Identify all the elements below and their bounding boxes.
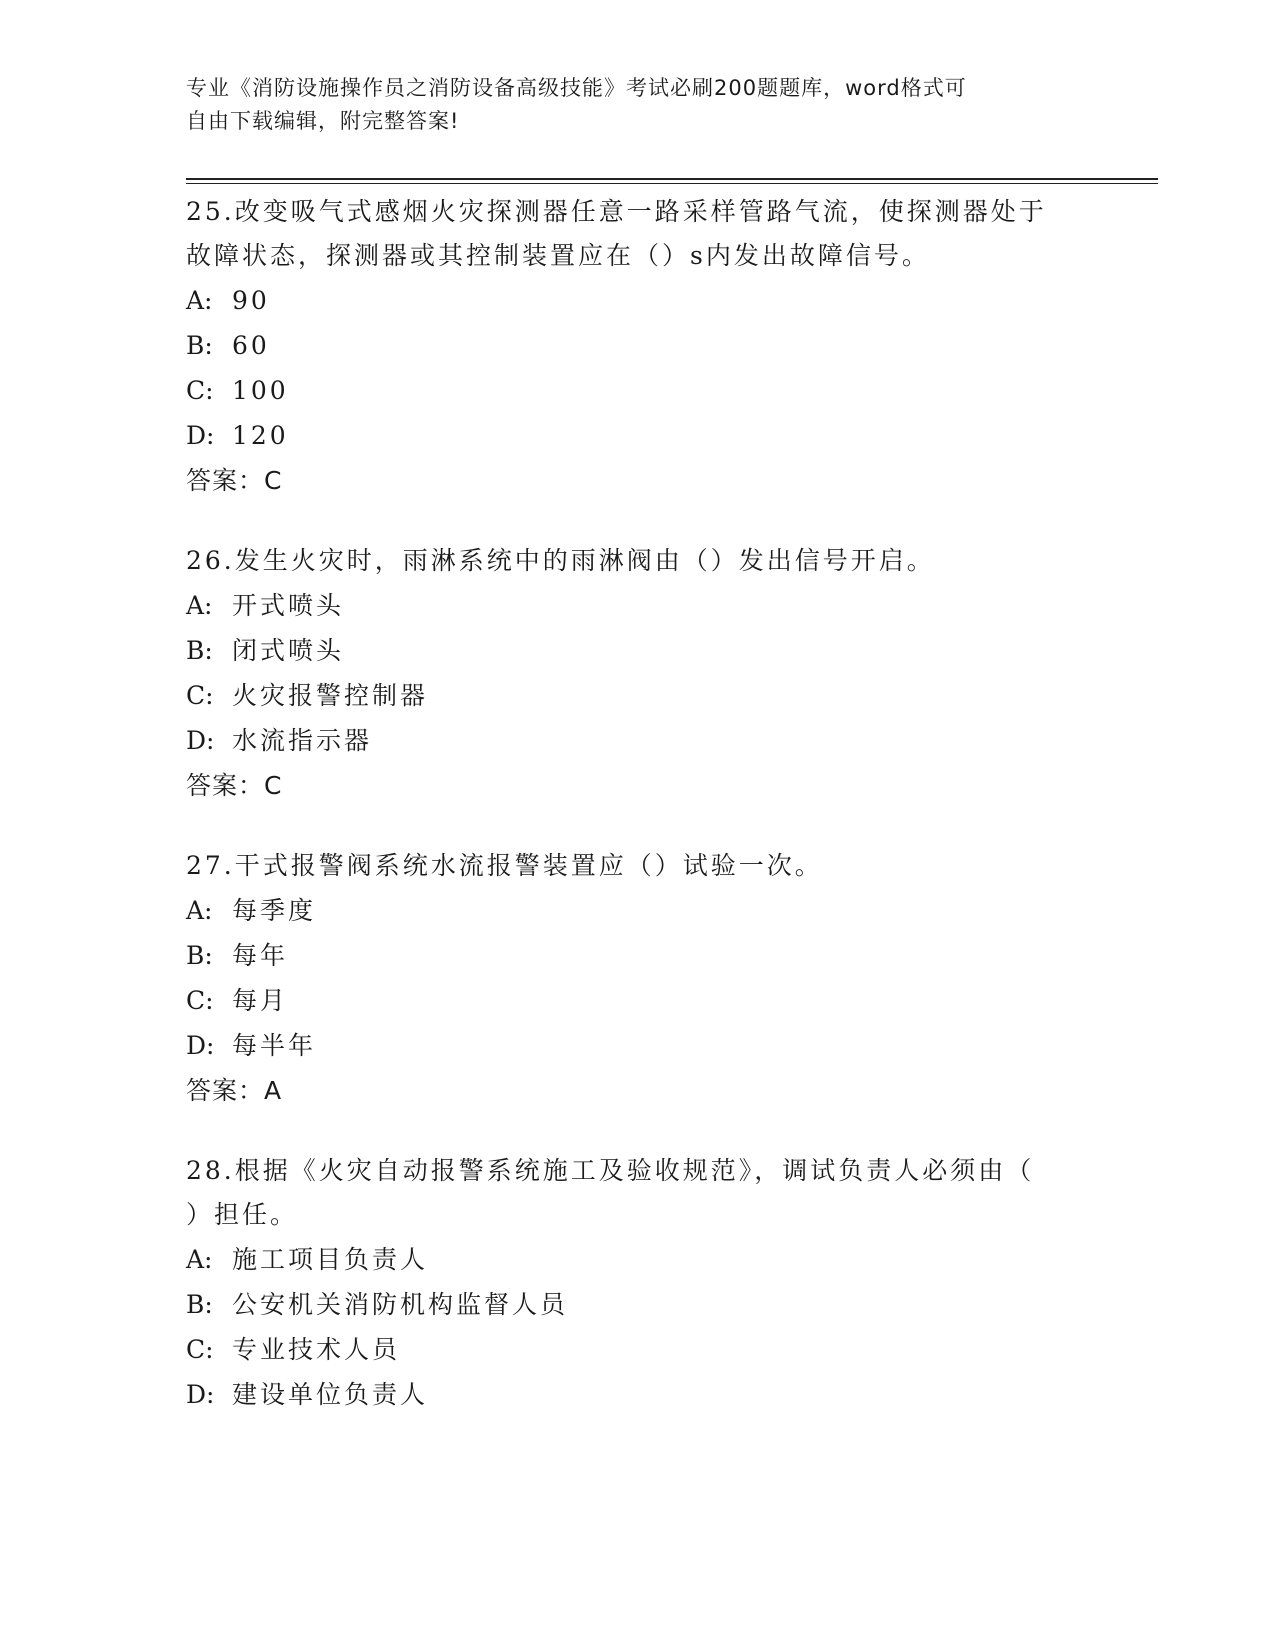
answer-line: 答案：C [186, 771, 283, 800]
option-c [186, 1327, 1086, 1372]
question-stem [186, 844, 1086, 888]
option-d [186, 1023, 1086, 1068]
question-stem [186, 190, 1086, 278]
option-d [186, 413, 1086, 458]
stem-line: 26.发生火灾时，雨淋系统中的雨淋阀由（）发出信号开启。 [186, 546, 935, 575]
question-27 [186, 844, 1086, 1113]
option-b [186, 628, 1086, 673]
option-key: C: [186, 376, 214, 405]
question-26 [186, 539, 1086, 808]
stem-line: ）担任。 [186, 1200, 299, 1229]
option-key: D: [186, 421, 215, 450]
option-key: B: [186, 636, 213, 665]
question-stem [186, 1149, 1086, 1237]
option-key: C: [186, 1335, 214, 1364]
option-text: 闭式喷头 [232, 636, 345, 665]
option-text: 施工项目负责人 [232, 1245, 429, 1274]
option-b [186, 1282, 1086, 1327]
option-c [186, 673, 1086, 718]
option-text: 每月 [232, 986, 289, 1015]
header-line-1: 专业《消防设施操作员之消防设备高级技能》考试必刷200题题库，word格式可 [186, 76, 967, 100]
option-d [186, 1372, 1086, 1417]
option-text: 60 [232, 331, 270, 360]
question-25 [186, 190, 1086, 503]
option-text: 每季度 [232, 896, 317, 925]
answer-line: 答案：C [186, 466, 283, 495]
stem-line: 25.改变吸气式感烟火灾探测器任意一路采样管路气流，使探测器处于 [186, 197, 1047, 226]
option-text: 火灾报警控制器 [232, 681, 429, 710]
stem-line: 28.根据《火灾自动报警系统施工及验收规范》，调试负责人必须由（ [186, 1156, 1035, 1185]
option-a [186, 583, 1086, 628]
answer-line: 答案：A [186, 1076, 283, 1105]
option-text: 90 [232, 286, 270, 315]
document-header [186, 72, 1086, 138]
option-key: B: [186, 941, 213, 970]
option-text: 100 [232, 376, 289, 405]
question-28 [186, 1149, 1086, 1417]
option-key: A: [186, 591, 213, 620]
option-key: D: [186, 726, 215, 755]
option-text: 每年 [232, 941, 289, 970]
option-text: 水流指示器 [232, 726, 373, 755]
option-text: 开式喷头 [232, 591, 345, 620]
question-stem [186, 539, 1086, 583]
option-c [186, 978, 1086, 1023]
option-text: 建设单位负责人 [232, 1380, 429, 1409]
option-text: 公安机关消防机构监督人员 [232, 1290, 569, 1319]
option-key: A: [186, 896, 213, 925]
option-text: 120 [232, 421, 289, 450]
option-key: D: [186, 1380, 215, 1409]
header-divider [186, 178, 1158, 184]
option-key: C: [186, 986, 214, 1015]
option-a [186, 1237, 1086, 1282]
option-key: C: [186, 681, 214, 710]
option-c [186, 368, 1086, 413]
stem-line: 故障状态，探测器或其控制装置应在（）s内发出故障信号。 [186, 241, 930, 270]
option-a [186, 278, 1086, 323]
option-key: D: [186, 1031, 215, 1060]
header-line-2: 自由下载编辑，附完整答案! [186, 109, 460, 133]
option-d [186, 718, 1086, 763]
stem-line: 27.干式报警阀系统水流报警装置应（）试验一次。 [186, 851, 823, 880]
option-b [186, 323, 1086, 368]
option-key: A: [186, 1245, 213, 1274]
option-a [186, 888, 1086, 933]
question-list [186, 190, 1086, 1453]
option-text: 每半年 [232, 1031, 317, 1060]
option-key: A: [186, 286, 213, 315]
option-key: B: [186, 1290, 213, 1319]
option-text: 专业技术人员 [232, 1335, 401, 1364]
option-b [186, 933, 1086, 978]
option-key: B: [186, 331, 213, 360]
